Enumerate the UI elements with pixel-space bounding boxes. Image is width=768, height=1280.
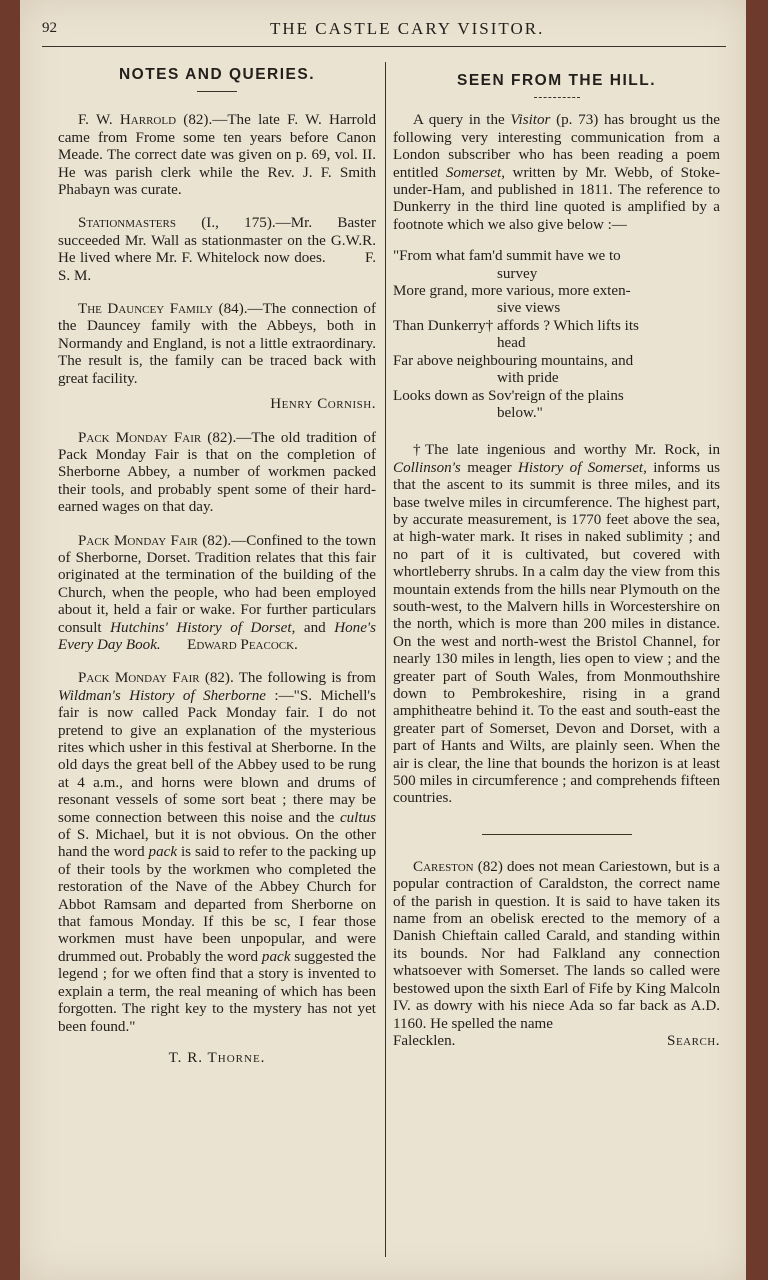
entry-harrold <box>58 112 376 199</box>
entry-text: suggested the legend ; for we often find that a story is invented to explain a term, the real meaning of which has been forgotten. The right key to the mystery has not yet been found." <box>58 948 376 1035</box>
seen-from-the-hill-heading: SEEN FROM THE HILL. <box>457 72 656 89</box>
entry-text: Falecklen. <box>393 1032 456 1049</box>
entry-text: —The old tradition of Pack Monday Fair is that on the completion of Sherborne Abbey, a number of workmen packed their tools, and probably spent some of their hard-earned wages on that day. <box>58 429 376 516</box>
right-column <box>393 60 720 1050</box>
entry-text: is said to refer to the packing up of their tools by the workmen who completed the restoration of the Nave of the Abbey Church for Abbot Ramsam and departed from Sherborne on that famous Monday. If this be sc, I fear those workmen must have been unpopular, and were drummed out. Probably the word <box>58 844 377 965</box>
entry-lead: Stationmasters (I., 175). <box>78 215 276 232</box>
title-history-of-somerset: History of Somerset <box>517 459 644 476</box>
entry-lead: Pack Monday Fair (82). <box>78 429 237 446</box>
entry-signature: Search. <box>667 1032 720 1049</box>
entry-signature: T. R. Thorne. <box>168 1049 266 1066</box>
footnote-text: meager <box>460 459 518 476</box>
column-divider <box>385 62 386 1257</box>
heading-rule <box>197 91 237 92</box>
entry-pack-monday-3 <box>58 670 376 1067</box>
intro-text: (p. 73) has brought us the following very interesting communication from a London subscriber who has been reading a poem entitled <box>393 112 720 181</box>
page-number: 92 <box>42 20 57 36</box>
entry-text: The following is from <box>233 670 376 687</box>
entry-signature: Edward Peacock. <box>187 636 298 653</box>
title-visitor: Visitor <box>510 112 551 129</box>
citation-hutchins: Hutchins' History of Dorset <box>110 619 292 636</box>
title-somerset: Somerset <box>445 164 502 181</box>
dunkerry-footnote <box>393 442 720 808</box>
section-separator <box>482 834 632 835</box>
poem-line: Than Dunkerry† affords ? Which lifts its head <box>393 317 639 352</box>
entry-lead: F. W. Harrold (82). <box>78 112 213 129</box>
entry-text: —The connection of the Dauncey family with the Abbeys, both in Normandy and England, is not a little extraordinary. The result is, the family can be traced back with great facility. <box>58 301 377 387</box>
entry-stationmasters <box>58 215 376 285</box>
entry-lead: Careston <box>413 858 474 875</box>
citation-hone: Hone's Every Day Book. <box>58 619 376 653</box>
notes-and-queries-heading: NOTES AND QUERIES. <box>118 66 316 83</box>
entry-text: —Mr. Baster succeeded Mr. Wall as stationmaster on the G.W.R. He lived where Mr. F. Whitelock now does. <box>58 215 376 267</box>
footnote-text: †The late ingenious and worthy Mr. Rock, in <box>413 442 720 459</box>
running-head <box>20 16 746 46</box>
entry-pack-monday-2 <box>58 533 376 655</box>
entry-dauncey <box>58 301 376 413</box>
entry-signature: Henry Cornish. <box>270 396 376 413</box>
entry-careston <box>393 859 720 1050</box>
entry-lead: Pack Monday Fair (82). <box>78 670 234 687</box>
entry-text: of S. Michael, but it is not obvious. On the other hand the word <box>58 827 376 861</box>
entry-pack-monday-1 <box>58 430 376 517</box>
entry-lead: The Dauncey Family (84). <box>78 301 248 318</box>
header-rule <box>42 46 726 47</box>
careston-last-line <box>393 1033 720 1050</box>
entry-signature: F. S. M. <box>58 250 376 284</box>
term-pack: pack <box>261 948 291 965</box>
poem-quote <box>393 248 720 422</box>
entry-text: —Confined to the town of Sherborne, Dorset. Tradition relates that this fair originated at the termination of the building of the Church, when the people, who had been employed about it, held a fair or wake. For further particulars consult <box>58 532 376 636</box>
heading-rule <box>534 97 580 98</box>
poem-line: Looks down as Sov'reign of the plains below." <box>393 387 624 421</box>
name-collinson: Collinson's <box>393 459 461 476</box>
page <box>20 0 746 1280</box>
left-column <box>58 60 376 1083</box>
entry-lead: Pack Monday Fair (82). <box>78 532 232 549</box>
intro-paragraph <box>393 112 720 234</box>
term-cultus: cultus <box>339 809 376 826</box>
entry-text: (82) does not mean Cariestown, but is a popular contraction of Caraldston, the correct name of the parish in question. It is said to have taken its name from an obelisk erected to the memory of a Danish Chieftain called Carald, and standing within its bounds. Nor had Falkland any connection whatsoever with Somerset. The lands so called were bestowed upon the sixth Earl of Fife by King Malcoln IV. as dowry with his niece Ada so far back as A.D. 1160. He spelled the name <box>393 858 720 1032</box>
footnote-text: , informs us that the ascent to its summit is three miles, and its base twelve miles in circumference. The highest part, by accurate measurement, is 1770 feet above the sea, at high-water mark. It rises in naked sublimity ; and no part of it is cultivated, but covered with whortleberry shrubs. In a calm day the view from this mountain extends from the hills near Plymouth on the south-west, to the Malvern hills in Worcestershire on the north, which is more than 200 miles in distance. On the west and north-west the Bristol Channel, for nearly 130 miles in length, lies open to view ; and the greater part of South Wales, from Monmouthshire down to Pembrokeshire, rising in a grand amphitheatre behind it. To the east and south-east the greater part of Somerset, Devon and Dorset, with a part of Hants and Wilts, are plainly seen. When the air is clear, the line that bounds the horizon is at least 500 miles in circumference ; and comprehends fifteen countries. <box>393 459 720 807</box>
intro-text: , written by Mr. Webb, of Stoke-under-Ham, and published in 1811. The reference to Dunkerry in the third line quoted is amplified by a footnote which we also give below :— <box>393 164 720 233</box>
poem-line: "From what fam'd summit have we to survey <box>393 248 621 282</box>
term-pack: pack <box>148 844 178 861</box>
poem-line: Far above neighbouring mountains, and with pride <box>393 352 634 387</box>
intro-text: A query in the <box>413 112 511 129</box>
entry-text: , and <box>291 619 335 636</box>
entry-text: —The late F. W. Harrold came from Frome some ten years before Canon Meade. The correct date was given on p. 69, vol. II. He was parish clerk while the Rev. J. F. Smith Phabayn was curate. <box>58 112 376 199</box>
poem-line: More grand, more various, more exten- sive views <box>393 283 631 317</box>
citation-wildman: Wildman's History of Sherborne <box>58 687 266 704</box>
journal-title: THE CASTLE CARY VISITOR. <box>270 19 545 38</box>
entry-text: :—"S. Michell's fair is now called Pack Monday fair. I do not pretend to give an explanation of the mysterious rites which usher in this festival at Sherborne. In the old days the great bell of the Abbey used to be rung at 4 a.m., and horns were blown and drums of resonant vessels of some sort beat ; there may be some connection between this noise and the <box>58 687 376 826</box>
